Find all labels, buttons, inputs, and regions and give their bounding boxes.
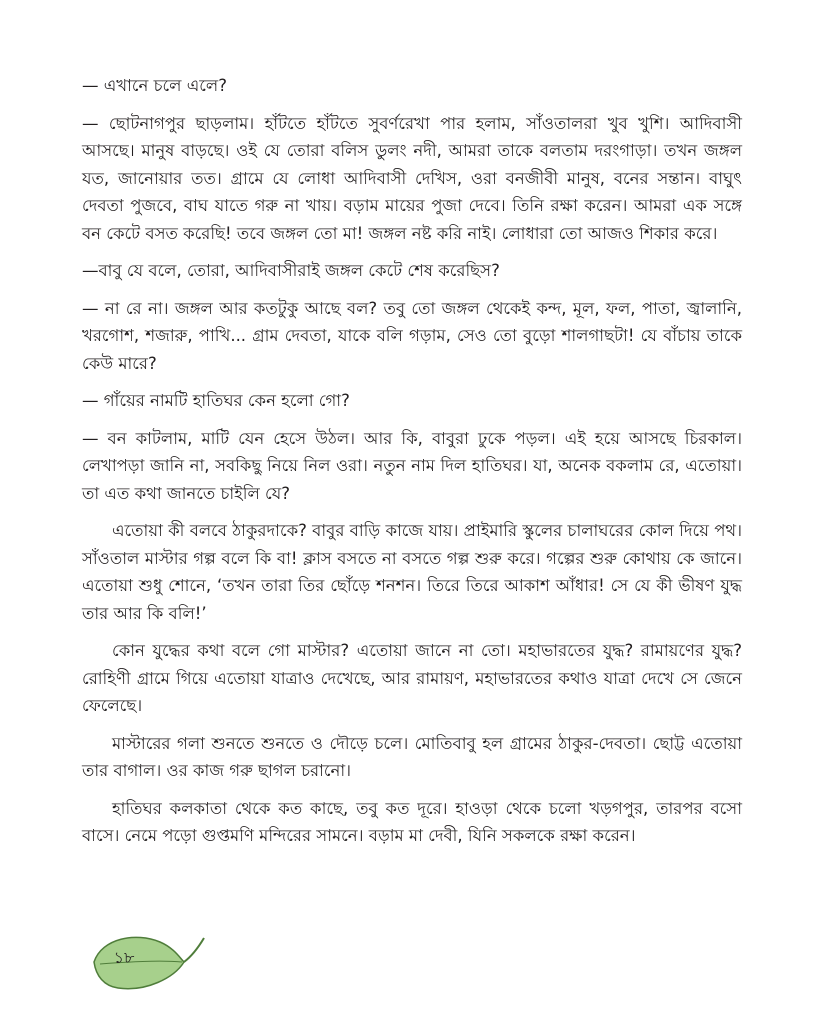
narrative-paragraph-1: এতোয়া কী বলবে ঠাকুরদাকে? বাবুর বাড়ি কাজে যায়। প্রাইমারি স্কুলের চালাঘরের কোল দিয়ে পথ। সাঁওতাল মাস্টার গল্প বলে কি বা! ক্লাস বসতে না বসতে গল্প শুরু করে। গল্পের শুরু কোথায় কে জানে। এতোয়া শুধু শোনে, ‘তখন তারা তির ছোঁড়ে শনশন। তিরে তিরে আকাশ আঁধার! সে যে কী ভীষণ যুদ্ধ তার আর কি বলি!’: [82, 521, 742, 623]
dialogue-line-4: — না রে না। জঙ্গল আর কতটুকু আছে বল? তবু তো জঙ্গল থেকেই কন্দ, মূল, ফল, পাতা, জ্বালানি, খরগোশ, শজারু, পাখি... গ্রাম দেবতা, যাকে বলি গড়াম, সেও তো বুড়ো শালগাছটা! যে বাঁচায় তাকে কেউ মারে?: [82, 298, 742, 373]
page-number: ১৮: [113, 948, 135, 967]
narrative-paragraph-3: মাস্টারের গলা শুনতে শুনতে ও দৌড়ে চলে। মোতিবাবু হল গ্রামের ঠাকুর-দেবতা। ছোট্ট এতোয়া তার বাগাল। ওর কাজ গরু ছাগল চরানো।: [82, 733, 742, 780]
leaf-stem: [184, 938, 204, 962]
narrative-paragraph-4: হাতিঘর কলকাতা থেকে কত কাছে, তবু কত দূরে। হাওড়া থেকে চলো খড়গপুর, তারপর বসো বাসে। নেমে পড়ো গুপ্তমণি মন্দিরের সামনে। বড়াম মা দেবী, যিনি সকলকে রক্ষা করেন।: [82, 798, 742, 845]
dialogue-line-2: — ছোটনাগপুর ছাড়লাম। হাঁটতে হাঁটতে সুবর্ণরেখা পার হলাম, সাঁওতালরা খুব খুশি। আদিবাসী আসছে। মানুষ বাড়ছে। ওই যে তোরা বলিস ডুলং নদী, আমরা তাকে বলতাম দরংগাড়া। তখন জঙ্গল যত, জানোয়ার তত। গ্রামে যে লোধা আদিবাসী দেখিস, ওরা বনজীবী মানুষ, বনের সন্তান। বাঘুৎ দেবতা পুজবে, বাঘ যাতে গরু না খায়। বড়াম মায়ের পুজা দেবে। তিনি রক্ষা করেন। আমরা এক সঙ্গে বন কেটে বসত করেছি! তবে জঙ্গল তো মা! জঙ্গল নষ্ট করি নাই। লোধারা তো আজও শিকার করে।: [82, 113, 742, 243]
dialogue-line-3: —বাবু যে বলে, তোরা, আদিবাসীরাই জঙ্গল কেটে শেষ করেছিস?: [82, 261, 500, 280]
narrative-paragraph-2: কোন যুদ্ধের কথা বলে গো মাস্টার? এতোয়া জানে না তো। মহাভারতের যুদ্ধ? রামায়ণের যুদ্ধ? রোহিণী গ্রামে গিয়ে এতোয়া যাত্রাও দেখেছে, আর রামায়ণ, মহাভারতের কথাও যাত্রা দেখে সে জেনে ফেলেছে।: [82, 641, 742, 715]
dialogue-line-6: — বন কাটলাম, মাটি যেন হেসে উঠল। আর কি, বাবুরা ঢুকে পড়ল। এই হয়ে আসছে চিরকাল। লেখাপড়া জানি না, সবকিছু নিয়ে নিল ওরা। নতুন নাম দিল হাতিঘর। যা, অনেক বকলাম রে, এতোয়া। তা এত কথা জানতে চাইলি যে?: [82, 428, 742, 503]
dialogue-line-1: — এখানে চলে এলে?: [82, 76, 227, 95]
page-body: [82, 72, 742, 850]
dialogue-line-5: — গাঁয়ের নামটি হাতিঘর কেন হলো গো?: [82, 391, 350, 410]
